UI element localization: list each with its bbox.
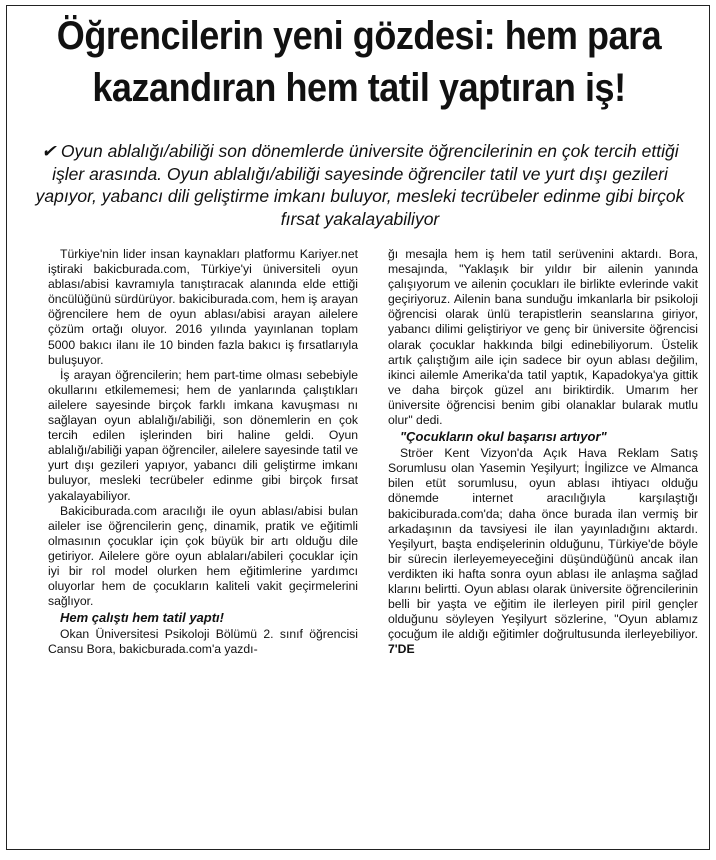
headline-line-1: Öğrencilerin yeni gözdesi: hem para bbox=[56, 14, 662, 58]
article-body bbox=[48, 247, 710, 827]
spot-text bbox=[25, 140, 695, 230]
left-paragraph-3: Bakiciburada.com aracılığı ile oyun ablası/abisi bulan aileler ise öğrencilerin genç, dinamik, pratik ve eğitimli olmasının çocuklar için çok büyük bir artı olduğu dile getiriyor. Ailelere göre oyun ablaları/abileri çocuklar için iyi bir rol model olurken hem eğitimlerine yardımcı oluyorlar hem de çocukların kaliteli vakit geçirmelerini sağlıyor. bbox=[48, 503, 358, 609]
headline-line-2: kazandıran hem tatil yaptıran iş! bbox=[92, 66, 626, 110]
headline bbox=[42, 10, 676, 114]
left-paragraph-2: İş arayan öğrencilerin; hem part-time olması sebebiyle okullarını etkilememesi; hem de yanlarında çalıştıkları ailelere sayesinde birçok farklı imkana kavuşması nı sağlayan oyun ablalığı/abiliği, son dönemlerin en çok tercih edilen işlerinden biri haline geldi. Oyun ablalığı/abiliği yapan öğrenciler, ailelere sayesinde tatil ve yurt dışı gezileri yapıyor, yabancı dili geliştirme imkanı buluyor, mesleki tecrübeler edinme gibi birçok fırsat yakalayabiliyor. bbox=[48, 367, 358, 503]
right-paragraph-2 bbox=[388, 446, 698, 657]
left-paragraph-4: Okan Üniversitesi Psikoloji Bölümü 2. sınıf öğrencisi Cansu Bora, bakicburada.com'a yazdı- bbox=[48, 627, 358, 657]
left-paragraph-1: Türkiye'nin lider insan kaynakları platformu Kariyer.net iştiraki bakicburada.com, Türkiye'yi üniversiteli oyun ablası/abisi kavramıyla tanıştıracak alanında elde ettiği öncülüğünü sürdürüyor. bakiciburada.com, hem iş arayan öğrencilere hem de oyun ablası/abisi arayan ailelere çözüm ortağı oluyor. 2016 yılında yayınlanan toplam 5000 bakıcı ilanı ile 10 binden fazla bakıcı iş fırsatlarıyla buluşuyor. bbox=[48, 247, 358, 367]
right-paragraph-2-text: Ströer Kent Vizyon'da Açık Hava Reklam Satış Sorumlusu olan Yasemin Yeşilyurt; İngilizce ve Almanca bilen etüt sorumlusu, oyun ablası ihtiyacı olduğu dönemde internet aracılığıyla karşılaştığı bakiciburada.com'da; daha önce burada ilan vermiş bir arkadaşının da tavsiyesi ile ilan yayınladığını aktardı. Yeşilyurt, başta endişelerinin olduğunu, Türkiye'de böyle bir sürecin ilerleyemeyeceğini düşündüğünü ancak ilan verdikten iki hafta sonra oyun ablası ile anlaşma sağlad klarını belirtti. Oyun ablası olarak üniversite öğrencilerinin belli bir yaşta ve eğitim ile ilerleyen piril piril gençler olduğunu söyleyen Yeşilyurt sözlerine, "Oyun ablamız çocuğum ile aldığı eğitimler doğrultusunda ilerleyebiliyor. bbox=[388, 446, 698, 642]
right-column bbox=[388, 247, 698, 657]
check-mark-icon: ✔ bbox=[41, 141, 57, 161]
spot-body: Oyun ablalığı/abiliği son dönemlerde üniversite öğrencilerinin en çok tercih ettiği işler arasında. Oyun ablalığı/abiliği sayesinde öğrenciler tatil ve yurt dışı gezileri yapıyor, yabancı dili geliştirme imkanı buluyor, mesleki tecrübeler edinme gibi birçok fırsat yakalayabiliyor bbox=[35, 141, 685, 229]
right-subheading: "Çocukların okul başarısı artıyor" bbox=[400, 429, 607, 445]
continuation-marker: 7'DE bbox=[388, 642, 415, 657]
left-column bbox=[48, 247, 358, 657]
right-paragraph-1: ğı mesajla hem iş hem tatil serüvenini aktardı. Bora, mesajında, "Yaklaşık bir yıldır bir ailenin yanında çalışıyorum ve ailenin çocukları ile birlikte evlerinde vakit geçiriyoruz. Ailenin bana sunduğu imkanlarla bir psikoloji öğrencisi olarak ünlü terapistlerin seanslarına giriyor, yabancı dilimi geliştiriyor ve genç bir üniversite öğrencisi olarak çocuklar hakkında bilgi edinebiliyorum. Üstelik artık çalıştığım aile için sadece bir oyun ablası değilim, ikinci ailemle Amerika'da tatil yaptık, Kapadokya'ya gittik ve daha birçok güzel anı biriktirdik. Umarım her üniversite öğrencisi benim gibi olanaklar bularak mutlu olur" dedi. bbox=[388, 247, 698, 428]
left-subheading: Hem çalıştı hem tatil yaptı! bbox=[60, 610, 224, 626]
